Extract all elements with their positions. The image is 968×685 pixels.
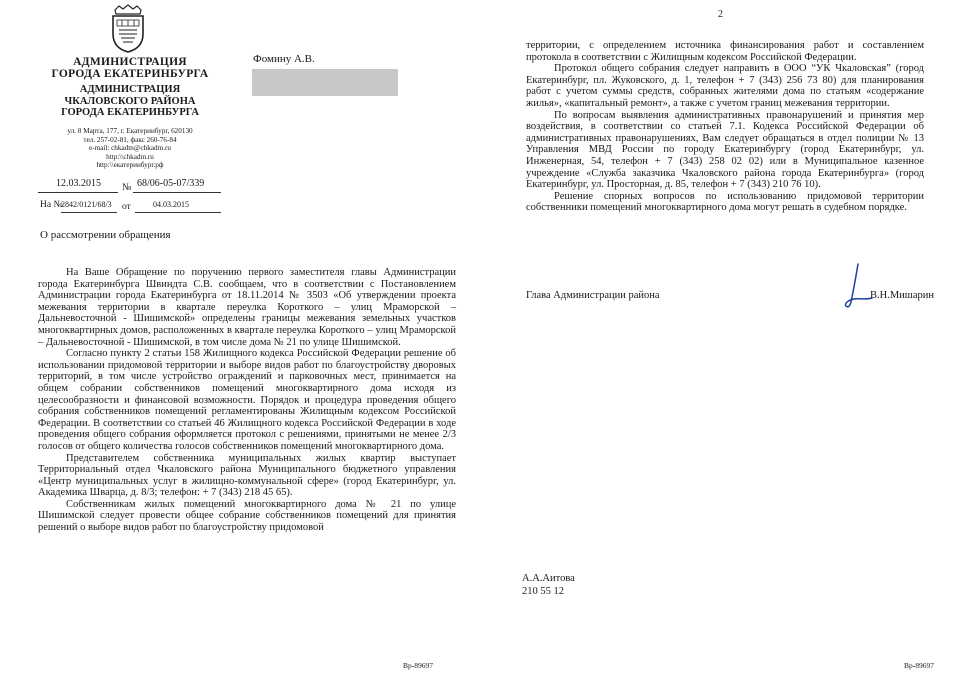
executor-name: А.А.Аитова (522, 573, 575, 584)
paragraph: Согласно пункту 2 статьи 158 Жилищного кодекса Российской Федерации решение об использовании придомовой территории и выборе видов работ по благоустройству дворовых территорий, в том числе устройство ограждений и парковочных мест, принимается на общем собрании собственников помещений многоквартирного дома исходя из целесообразности и финансовой возможности. Порядок и процедура проведения общего собрания собственников помещений регламентированы Жилищным кодексом Российской Федерации. В соответствии со статьей 46 Жилищного кодекса Российской Федерации в ходе проведения общего собрания оформляется протокол с решениями, принятыми не менее 2/3 голосов от общего количества голосов собственников помещений многоквартирного дома. (38, 348, 456, 452)
sub-org-line-1: АДМИНИСТРАЦИЯ (79, 84, 181, 95)
signer-title: Глава Администрации района (526, 290, 660, 301)
org-name-line-2: ГОРОДА ЕКАТЕРИНБУРГА (51, 68, 209, 80)
letter-body-page-2 (526, 40, 924, 214)
executor-block (522, 572, 575, 598)
registration-number-sign: № (122, 182, 132, 193)
executor-phone: 210 55 12 (522, 586, 564, 597)
coat-of-arms-icon (107, 4, 149, 54)
paragraph: Решение спорных вопросов по использованию придомовой территории собственники помещений многоквартирного дома могут решать в судебном порядке. (526, 190, 924, 214)
organization-name (40, 56, 220, 80)
redacted-address-block (252, 69, 398, 96)
paragraph: Собственникам жилых помещений многоквартирного дома № 21 по улице Шишимской следует провести общее собрание собственников помещений для принятия решений о выборе видов работ по благоустройству придомовой (38, 498, 456, 534)
address-phone: тел. 257-02-81, факс 260-76-84 (83, 135, 177, 144)
paragraph: На Ваше Обращение по поручению первого заместителя главы Администрации города Екатеринбурга Швиндта С.В. сообщаем, что в соответствии с Постановлением Администрации города Екатеринбурга от 18.11.2014 № 3503 «Об утверждении проекта межевания территории в квартале переулка Короткого – улиц Мраморской – Дальневосточной - Шишимской» определены границы межевания земельных участков многоквартирных домов, расположенных в квартале переулка Короткого – улиц Мраморской – Дальневосточной - Шишимской, в том числе дома № 21 по улице Шишимской. (38, 267, 456, 348)
sub-org-line-2: ЧКАЛОВСКОГО РАЙОНА (64, 95, 196, 107)
letter-page-2 (484, 0, 968, 685)
organization-address (40, 127, 220, 170)
address-website-rf: http:\\екатеринбург.рф (96, 161, 164, 169)
org-name-line-1: АДМИНИСТРАЦИЯ (73, 56, 187, 68)
address-website: http:\\chkadm.ru (106, 152, 154, 161)
address-email: e-mail: chkadm@chkadm.ru (88, 144, 172, 152)
recipient-name: Фомину А.В. (253, 53, 315, 65)
sub-organization-name (40, 84, 220, 119)
reference-from-label: от (122, 202, 131, 212)
paragraph: Протокол общего собрания следует направить в ООО “УК Чкаловская” (город Екатеринбург, пл. Жуковского, д. 1, телефон + 7 (343) 256 73 80) для планирования работ с учетом суммы средств, собранных жителями дома по статьям «содержание жилья», «капитальный ремонт», а также с учетом границ межевания территории. (526, 63, 924, 109)
reference-date: 04.03.2015 (153, 200, 189, 209)
paragraph: По вопросам выявления административных правонарушений и принятия мер воздействия, в соответствии со статьей 7.1. Кодекса Российской Федерации об административных правонарушениях, Вам следует обращаться в отдел полиции № 13 Управления МВД России по городу Екатеринбургу (город Екатеринбург, ул. Инженерная, 54, телефон + 7 (343) 258 02 02) или в Муниципальное казенное учреждение «Служба заказчика Чкаловского района города Екатеринбурга» (город Екатеринбург, ул. Просторная, д. 85, телефон + 7 (343) 210 76 10). (526, 109, 924, 191)
paragraph: Представителем собственника муниципальных жилых квартир выступает Территориальный отдел Чкаловского района Муниципального бюджетного управления «Центр муниципальных услуг в жилищно-коммунальной сфере» (город Екатеринбург, ул. Академика Шварца, д. 8/3; телефон: + 7 (343) 218 45 65). (38, 452, 456, 499)
page-number: 2 (718, 9, 723, 20)
address-line: ул. 8 Марта, 177, г. Екатеринбург, 620130 (67, 127, 193, 135)
registration-number: 68/06-05-07/339 (137, 178, 205, 189)
registration-date: 12.03.2015 (56, 178, 101, 189)
signer-name: В.Н.Мишарин (870, 290, 935, 301)
letter-body-page-1 (38, 267, 456, 534)
letter-subject: О рассмотрении обращения (40, 229, 171, 241)
paragraph: территории, с определением источника финансирования работ и составлением протокола в соответствии с Жилищным кодексом Российской Федерации. (526, 40, 924, 63)
footer-code: Вр-89697 (904, 661, 934, 670)
sub-org-line-3: ГОРОДА ЕКАТЕРИНБУРГА (61, 107, 199, 118)
handwritten-signature-icon (836, 262, 876, 310)
footer-code: Вр-89697 (403, 661, 433, 670)
reference-number: 2842/0121/68/3 (61, 200, 112, 209)
reference-label: На № (40, 200, 63, 210)
